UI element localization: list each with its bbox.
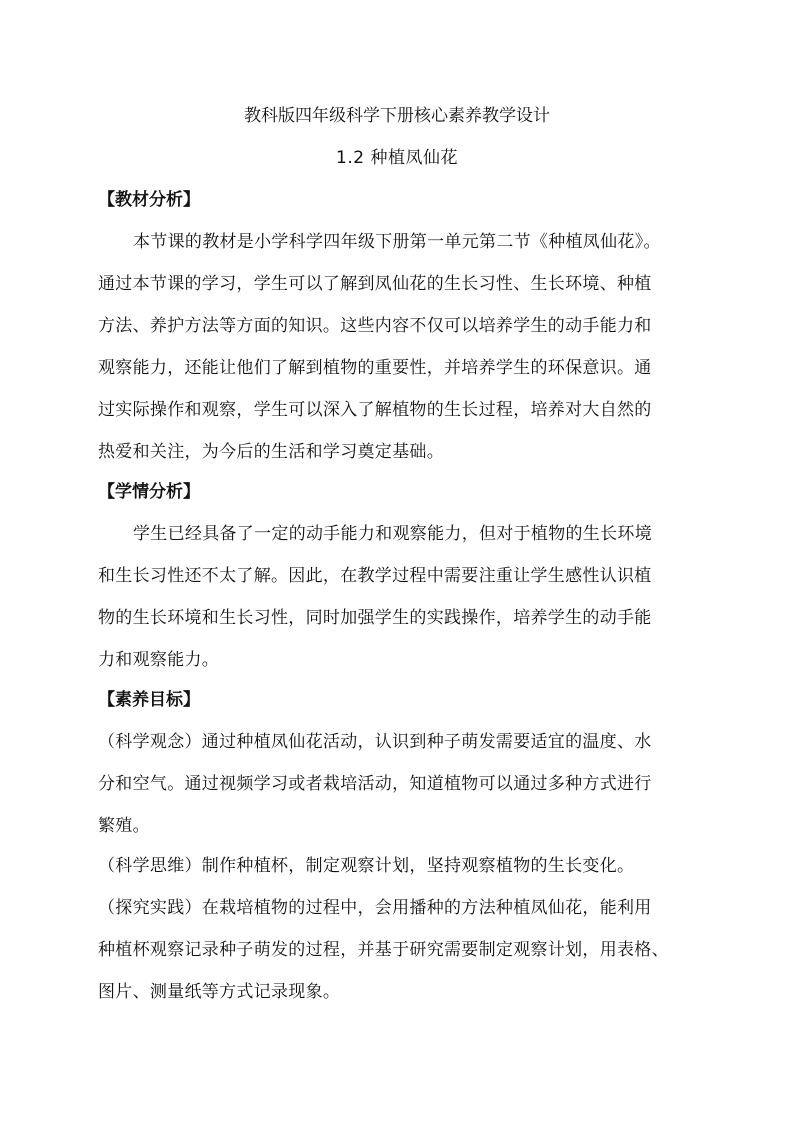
paragraph-line: 种植杯观察记录种子萌发的过程，并基于研究需要制定观察计划，用表格、 — [98, 940, 669, 960]
paragraph-line: 热爱和关注，为今后的生活和学习奠定基础。 — [98, 442, 444, 462]
paragraph-line: 力和观察能力。 — [98, 650, 220, 670]
paragraph-line: 方法、养护方法等方面的知识。这些内容不仅可以培养学生的动手能力和 — [98, 316, 652, 336]
section-heading-learner-analysis: 【学情分析】 — [98, 482, 200, 502]
paragraph-line: 物的生长环境和生长习性，同时加强学生的实践操作，培养学生的动手能 — [98, 608, 652, 628]
paragraph-line: （科学思维）制作种植杯，制定观察计划，坚持观察植物的生长变化。 — [98, 856, 635, 876]
document-title: 教科版四年级科学下册核心素养教学设计 — [244, 106, 550, 126]
paragraph-line: （科学观念）通过种植凤仙花活动，认识到种子萌发需要适宜的温度、水 — [98, 732, 652, 752]
paragraph-line: 观察能力，还能让他们了解到植物的重要性，并培养学生的环保意识。通 — [98, 358, 652, 378]
section-heading-textbook-analysis: 【教材分析】 — [98, 190, 200, 210]
paragraph-line: 通过本节课的学习，学生可以了解到凤仙花的生长习性、生长环境、种植 — [98, 274, 652, 294]
paragraph-line: 图片、测量纸等方式记录现象。 — [98, 982, 341, 1002]
paragraph-line: 学生已经具备了一定的动手能力和观察能力，但对于植物的生长环境 — [133, 524, 652, 544]
section-heading-competency-goals: 【素养目标】 — [98, 690, 200, 710]
paragraph-line: 和生长习性还不太了解。因此，在教学过程中需要注重让学生感性认识植 — [98, 566, 652, 586]
paragraph-line: 繁殖。 — [98, 816, 150, 836]
lesson-title: 1.2 种植凤仙花 — [336, 148, 458, 168]
paragraph-line: 分和空气。通过视频学习或者栽培活动，知道植物可以通过多种方式进行 — [98, 774, 652, 794]
paragraph-line: 本节课的教材是小学科学四年级下册第一单元第二节《种植凤仙花》。 — [133, 232, 661, 252]
paragraph-line: （探究实践）在栽培植物的过程中，会用播种的方法种植凤仙花，能利用 — [98, 898, 652, 918]
paragraph-line: 过实际操作和观察，学生可以深入了解植物的生长过程，培养对大自然的 — [98, 400, 652, 420]
